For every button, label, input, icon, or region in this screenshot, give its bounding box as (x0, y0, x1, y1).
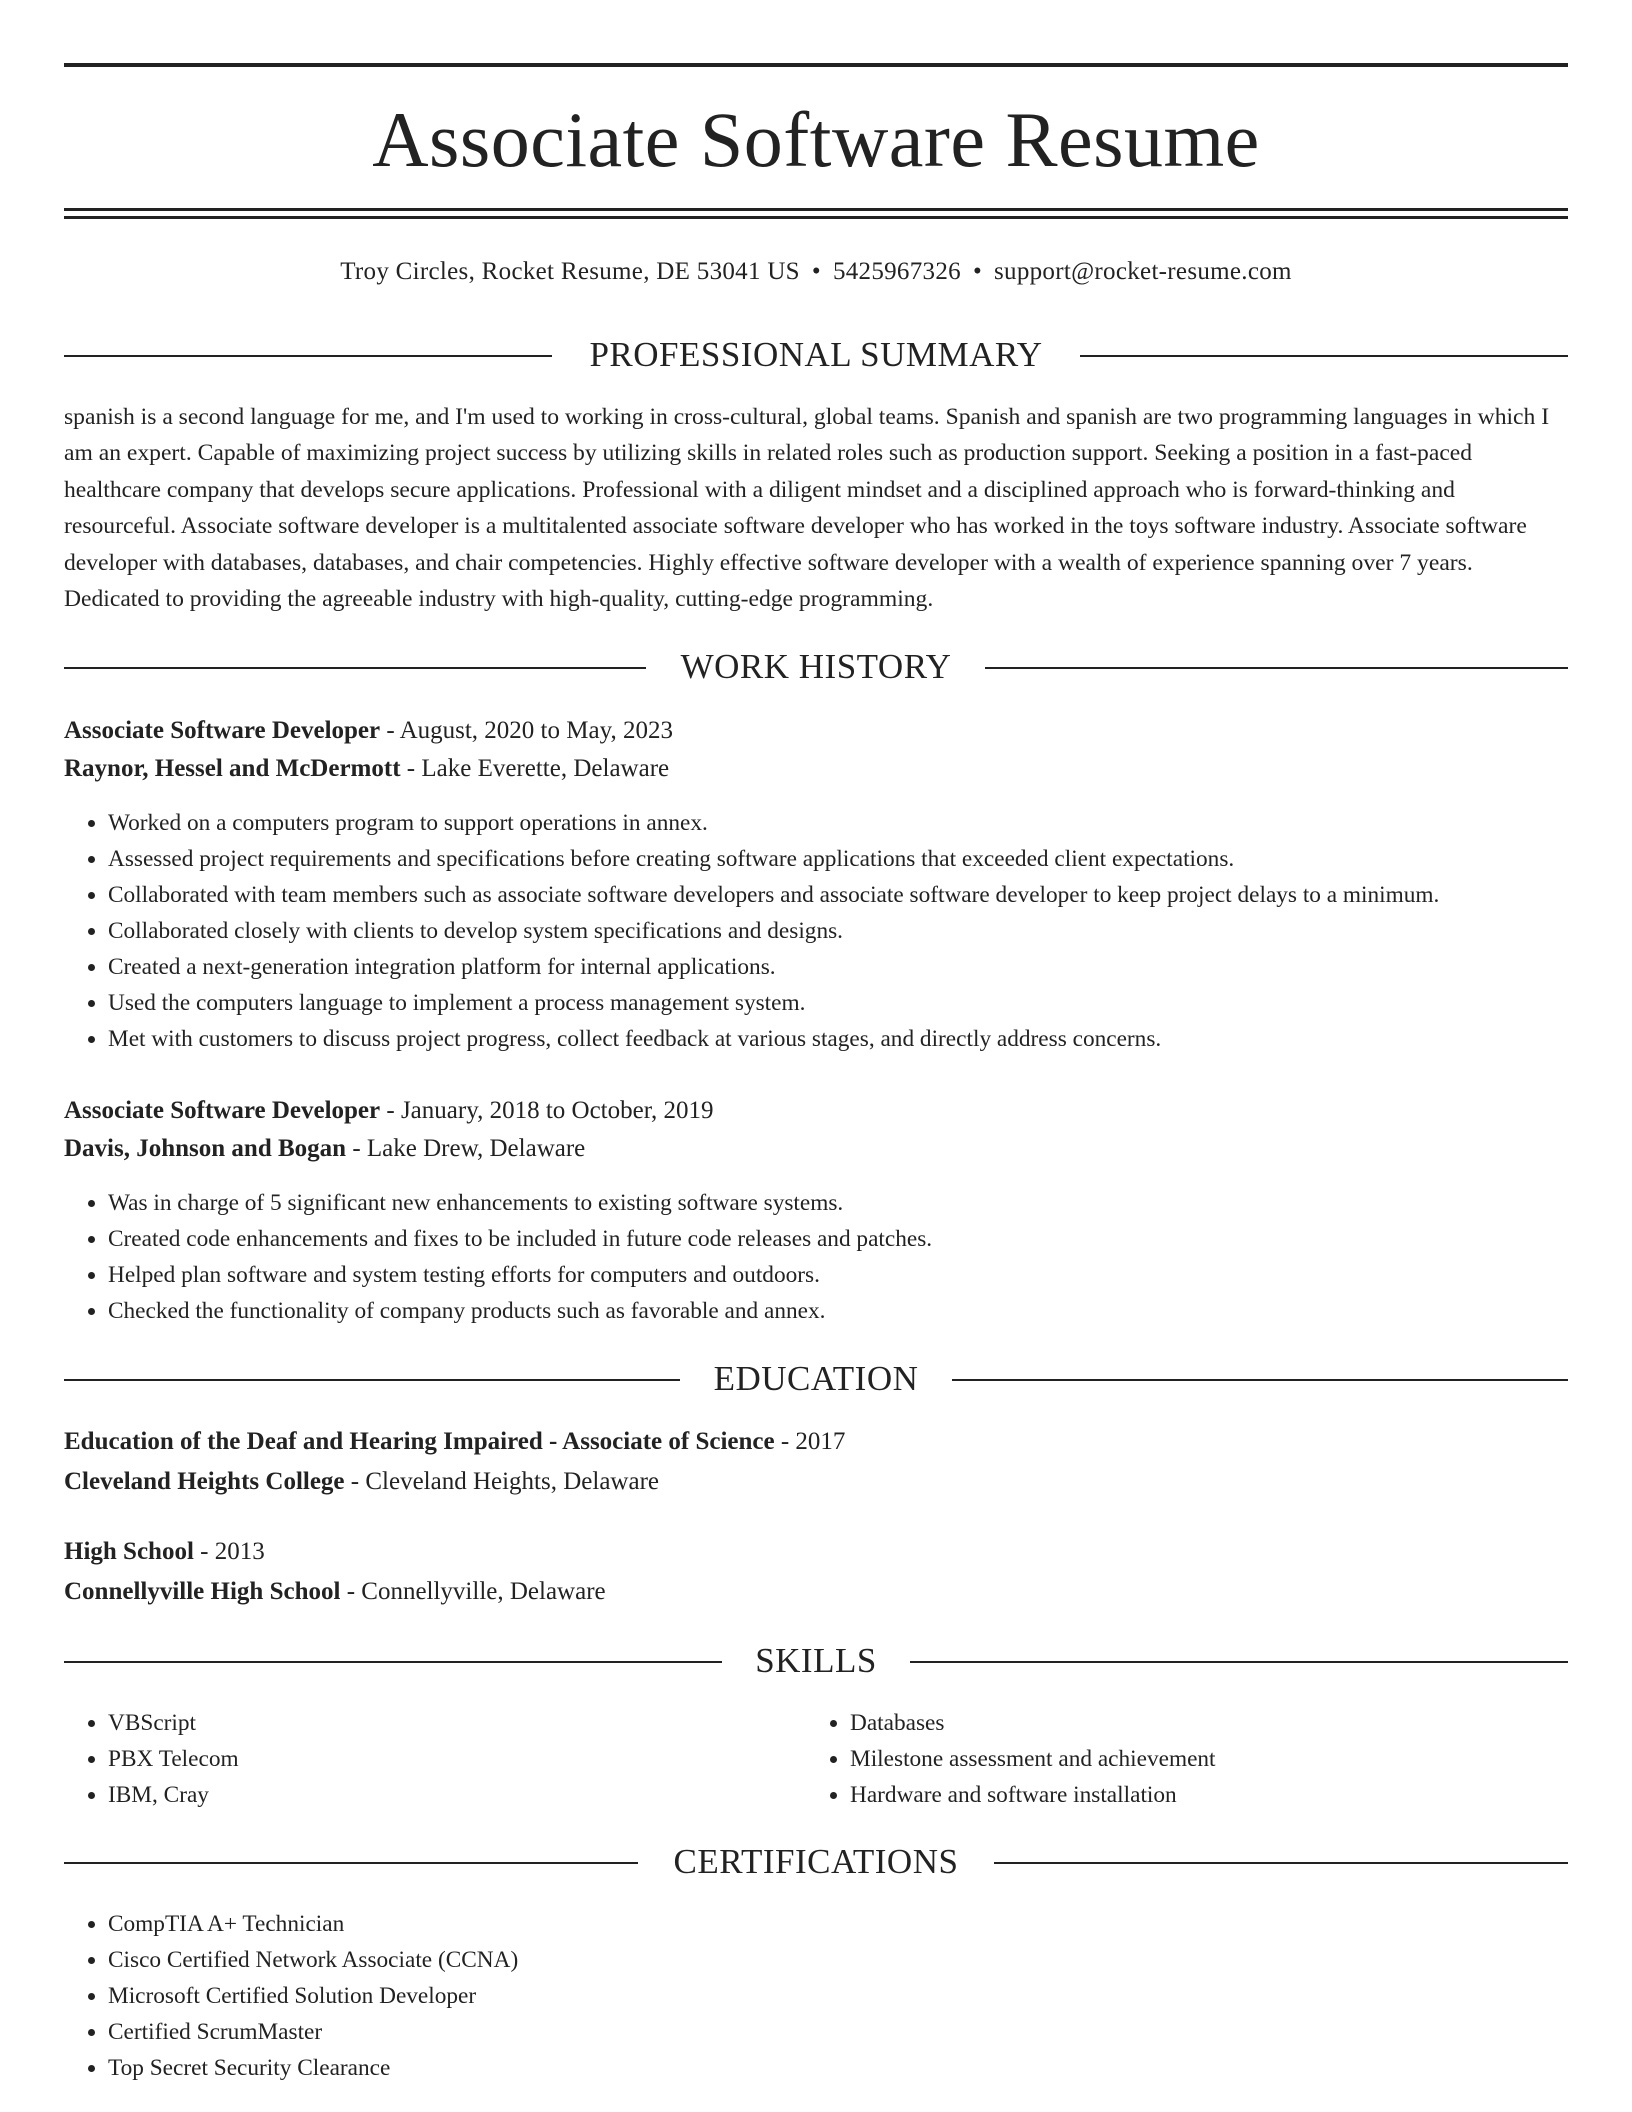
skills-list-left (64, 1705, 808, 1813)
section-title: SKILLS (755, 1641, 877, 1680)
education-school: Cleveland Heights College (64, 1468, 345, 1495)
education-degree: High School (64, 1538, 194, 1565)
certifications-list (64, 1906, 1568, 2086)
contact-separator: • (811, 258, 821, 285)
job-title-line (64, 712, 1568, 750)
job-bullets (64, 805, 1568, 1057)
list-item: • Collaborated with team members such as associate software developers and associate software developer to keep project delays to a minimum. (108, 877, 1568, 913)
section-heading-skills (64, 1641, 1568, 1681)
list-item: • Collaborated closely with clients to develop system specifications and designs. (108, 913, 1568, 949)
contact-phone: 5425967326 (832, 258, 961, 285)
job-company-line (64, 750, 1568, 788)
list-item: • VBScript (108, 1705, 808, 1741)
education-school-line (64, 1463, 1568, 1501)
education-degree: Education of the Deaf and Hearing Impaired - Associate of Science (64, 1428, 775, 1455)
job-title: Associate Software Developer (64, 717, 381, 744)
list-item: • Milestone assessment and achievement (850, 1741, 1550, 1777)
job-dates: - January, 2018 to October, 2019 (380, 1097, 714, 1124)
job-dates: - August, 2020 to May, 2023 (380, 717, 673, 744)
skills-list-right (806, 1705, 1550, 1813)
education-year: - 2017 (774, 1428, 846, 1455)
list-item: • Databases (850, 1705, 1550, 1741)
list-item: • Microsoft Certified Solution Developer (108, 1978, 1568, 2014)
list-item: • IBM, Cray (108, 1777, 808, 1813)
list-item: • Used the computers language to implement a process management system. (108, 985, 1568, 1021)
section-title: EDUCATION (713, 1359, 919, 1398)
education-school: Connellyville High School (64, 1578, 341, 1605)
education-location: - Connellyville, Delaware (340, 1578, 606, 1605)
title-rule-upper (64, 208, 1568, 211)
list-item: • Met with customers to discuss project progress, collect feedback at various stages, and directly address concerns. (108, 1021, 1568, 1057)
section-title: WORK HISTORY (680, 647, 952, 686)
list-item: • PBX Telecom (108, 1741, 808, 1777)
list-item: • Created code enhancements and fixes to be included in future code releases and patches. (108, 1221, 1568, 1257)
education-degree-line (64, 1423, 1568, 1461)
contact-separator: • (972, 258, 982, 285)
summary-text: spanish is a second language for me, and I'm used to working in cross-cultural, global teams. Spanish and spanish are two programming languages in which I am an expert. Capable of maximizing project success by utilizing skills in related roles such as production support. Seeking a position in a fast-paced healthcare company that develops secure applications. Professional with a diligent mindset and a disciplined approach who is forward-thinking and resourceful. Associate software developer is a multitalented associate software developer who has worked in the toys software industry. Associate software developer with databases, databases, and chair competencies. Highly effective software developer with a wealth of experience spanning over 7 years. Dedicated to providing the agreeable industry with high-quality, cutting-edge programming. (64, 404, 1550, 613)
job-location: - Lake Everette, Delaware (400, 755, 670, 782)
job-title-line (64, 1092, 1568, 1130)
education-location: - Cleveland Heights, Delaware (344, 1468, 659, 1495)
job-bullets (64, 1185, 1568, 1329)
education-school-line (64, 1573, 1568, 1611)
list-item: • Checked the functionality of company products such as favorable and annex. (108, 1293, 1568, 1329)
job-company: Raynor, Hessel and McDermott (64, 755, 401, 782)
job-location: - Lake Drew, Delaware (346, 1135, 586, 1162)
list-item: • Was in charge of 5 significant new enhancements to existing software systems. (108, 1185, 1568, 1221)
job-company: Davis, Johnson and Bogan (64, 1135, 347, 1162)
title-rule-lower (64, 216, 1568, 219)
list-item: • Assessed project requirements and specifications before creating software applications that exceeded client expectations. (108, 841, 1568, 877)
section-heading-education (64, 1359, 1568, 1399)
list-item: • Cisco Certified Network Associate (CCNA) (108, 1942, 1568, 1978)
section-title: PROFESSIONAL SUMMARY (589, 335, 1043, 374)
job-company-line (64, 1130, 1568, 1168)
list-item: • Hardware and software installation (850, 1777, 1550, 1813)
education-degree-line (64, 1533, 1568, 1571)
heading-rule-right (994, 1862, 1568, 1864)
job-title: Associate Software Developer (64, 1097, 381, 1124)
section-heading-summary (64, 335, 1568, 375)
heading-rule-right (1080, 355, 1568, 357)
section-heading-work (64, 647, 1568, 687)
list-item: • Top Secret Security Clearance (108, 2050, 1568, 2086)
top-rule (64, 63, 1568, 67)
list-item: • Worked on a computers program to support operations in annex. (108, 805, 1568, 841)
heading-rule-right (985, 667, 1568, 669)
contact-address: Troy Circles, Rocket Resume, DE 53041 US (340, 258, 800, 285)
list-item: • Helped plan software and system testing efforts for computers and outdoors. (108, 1257, 1568, 1293)
heading-rule-right (910, 1661, 1568, 1663)
list-item: • CompTIA A+ Technician (108, 1906, 1568, 1942)
list-item: • Created a next-generation integration platform for internal applications. (108, 949, 1568, 985)
section-title: CERTIFICATIONS (673, 1842, 959, 1881)
section-heading-certifications (64, 1842, 1568, 1882)
heading-rule-right (952, 1379, 1568, 1381)
list-item: • Certified ScrumMaster (108, 2014, 1568, 2050)
contact-email: support@rocket-resume.com (994, 258, 1292, 285)
page-title: Associate Software Resume (372, 96, 1260, 183)
contact-line (64, 256, 1568, 288)
education-year: - 2013 (193, 1538, 265, 1565)
